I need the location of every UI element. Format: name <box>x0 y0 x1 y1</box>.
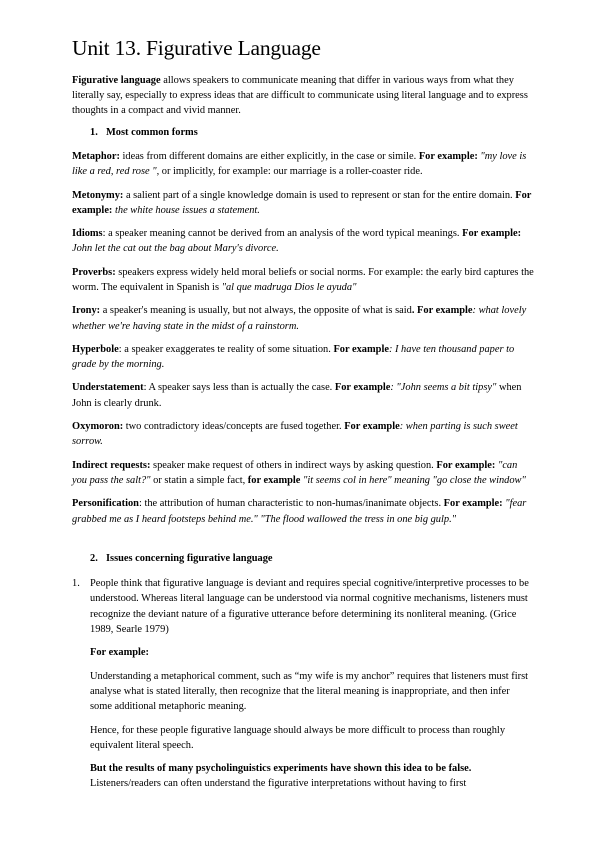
intro-text: allows speakers to communicate meaning that differ in various ways from what they literally say, especially to express ideas that are difficult to communicate using literal language and to express thoughts in a compact and vivid manner. <box>72 74 528 117</box>
definition-oxymoron <box>72 419 534 450</box>
example-text: "my love is like a red, red rose ", <box>72 150 527 178</box>
example-text: the white house issues a statement. <box>112 204 260 216</box>
example-label: For example: <box>72 189 532 216</box>
page-title: Unit 13. Figurative Language <box>72 36 321 60</box>
section-2-heading <box>72 551 534 566</box>
section-1-heading <box>72 125 534 140</box>
example-label: For example: <box>436 459 496 471</box>
definition-metonymy <box>72 188 534 219</box>
example-label: For example <box>334 382 391 394</box>
definition-text: : a speaker exaggerates te reality of some situation. <box>118 343 334 355</box>
intro-paragraph <box>72 73 534 119</box>
definition-term: Hyperbole <box>72 343 119 355</box>
list-paragraph: Listeners/readers can often understand the figurative interpretations without having to first <box>90 778 467 790</box>
section-2-number: 2. <box>90 552 98 564</box>
definition-text: when John is clearly drunk. <box>72 382 522 409</box>
definition-understatement <box>72 380 534 411</box>
bold-statement: But the results of many psycholinguistics experiments have shown this idea to be false. <box>90 763 472 775</box>
definition-text: ideas from different domains are either explicitly, in the case or simile. <box>119 150 419 162</box>
section-1-number: 1. <box>90 126 98 138</box>
definition-term: Indirect requests: <box>72 459 151 471</box>
definition-metaphor <box>72 149 534 180</box>
definition-term: Metaphor: <box>72 150 120 162</box>
list-paragraph: People think that figurative language is deviant and requires special cognitive/interpretive processes to be understood. Whereas literal language can be understood via normal cognitive mechanisms, listeners must recognize the deviant nature of a figurative utterance before determining its nonliteral meaning. (Grice 1989, Searle 1979) <box>90 578 529 636</box>
example-label: For example <box>333 343 389 355</box>
definition-hyperbole <box>72 342 534 373</box>
section-1-title: Most common forms <box>106 126 198 138</box>
definition-term: Understatement <box>72 382 144 394</box>
example-text: "al que madruga Dios le ayuda" <box>221 281 357 293</box>
list-paragraph: Hence, for these people figurative language should always be more difficult to process than roughly equivalent literal speech. <box>90 724 506 751</box>
definition-term: Irony: <box>72 305 101 317</box>
example-label: For example: <box>418 150 478 162</box>
example-label: . For example <box>411 305 473 317</box>
definition-proverbs <box>72 265 534 296</box>
list-item <box>72 576 534 792</box>
section-2-title: Issues concerning figurative language <box>106 552 273 564</box>
definition-indirect-requests <box>72 458 534 489</box>
definition-term: Metonymy: <box>72 189 124 201</box>
definition-text: two contradictory ideas/concepts are fused together. <box>123 421 345 433</box>
example-text: John let the cat out the bag about Mary's divorce. <box>72 243 279 255</box>
definition-term: Oxymoron: <box>72 421 124 433</box>
definition-text: or statin a simple fact, <box>150 474 248 486</box>
definition-term: Idioms <box>72 228 103 240</box>
definition-text: a speaker's meaning is usually, but not always, the opposite of what is said <box>100 305 412 317</box>
example-label: For example: <box>90 647 149 659</box>
list-number: 1. <box>72 578 80 590</box>
example-label: For example: <box>443 498 503 510</box>
example-text: "can you pass the salt?" <box>72 459 518 486</box>
definition-text: : the attribution of human characteristic to non-humas/inanimate objects. <box>138 498 444 510</box>
definition-text: speakers express widely held moral beliefs or social norms. For example: the early bird captures the worm. The equivalent in Spanish is <box>72 266 534 293</box>
example-text: "it seems col in here" meaning "go close the window" <box>300 474 526 486</box>
example-text: : when parting is such sweet sorrow. <box>72 421 518 448</box>
definition-text: speaker make request of others in indirect ways by asking question. <box>150 459 437 471</box>
document-page <box>72 36 534 792</box>
definition-term: Proverbs: <box>72 266 116 278</box>
definition-text: : A speaker says less than is actually the case. <box>143 382 335 394</box>
definition-term: Personification <box>72 498 139 510</box>
example-label: for example <box>247 474 301 486</box>
example-label: For example: <box>462 228 522 240</box>
example-text: : "John seems a bit tipsy" <box>390 382 497 394</box>
definition-text: : a speaker meaning cannot be derived from an analysis of the word typical meanings. <box>102 228 463 240</box>
intro-term: Figurative language <box>72 74 161 86</box>
definition-personification <box>72 496 534 527</box>
example-text: : I have ten thousand paper to grade by the morning. <box>72 343 515 371</box>
definition-text: or implicitly, for example: our marriage is a roller-coaster ride. <box>159 166 423 178</box>
definition-idioms <box>72 226 534 257</box>
definition-text: a salient part of a single knowledge domain is used to represent or stan for the entire domain. <box>123 189 516 201</box>
example-text: : what lovely whether we're having state in the midst of a rainstorm. <box>72 305 527 332</box>
example-label: For example <box>344 421 400 433</box>
example-text: "fear grabbed me as I heard footsteps behind me." "The flood wallowed the tress in one big gulp." <box>72 498 527 525</box>
definition-irony <box>72 303 534 334</box>
list-paragraph: Understanding a metaphorical comment, such as “my wife is my anchor” requires that listeners must first analyse what is stated literally, then recognize that the literal meaning is inappropriate, and then infer some additional metaphoric meaning. <box>90 670 529 713</box>
